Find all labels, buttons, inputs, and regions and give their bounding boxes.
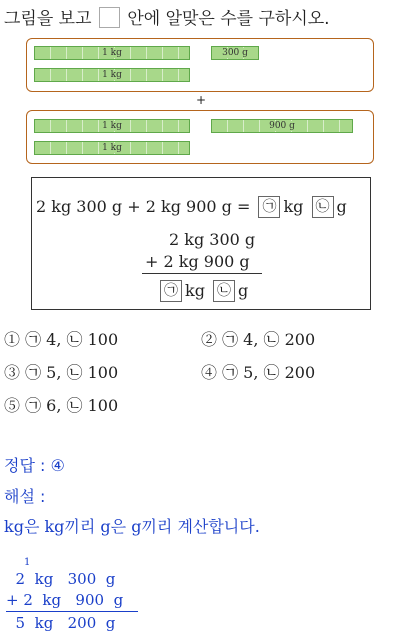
question-text xyxy=(4,4,330,29)
bar-900g: 900 g xyxy=(211,119,353,133)
sum-rule xyxy=(142,273,262,274)
blank-b-box: ㉡ xyxy=(312,196,334,218)
solution-label: 해설 : xyxy=(4,487,46,506)
question-suffix: 안에 알맞은 수를 구하시오. xyxy=(127,9,330,29)
option-4[interactable]: ④ ㉠ 5, ㉡ 200 xyxy=(201,363,316,382)
explanation-text: kg은 kg끼리 g은 g끼리 계산합니다. xyxy=(4,517,260,536)
option-1[interactable]: ① ㉠ 4, ㉡ 100 xyxy=(4,330,119,349)
blank-box-icon xyxy=(99,7,120,28)
blank-a-box: ㉠ xyxy=(160,280,182,302)
equation-line-1: 2 kg 300 g + 2 kg 900 g = ㉠ kg ㉡ g xyxy=(36,197,347,216)
calc-rule xyxy=(6,611,138,612)
calc-row-1: 2 kg 300 g xyxy=(6,570,116,588)
equation-line-2: 2 kg 300 g xyxy=(169,230,256,249)
equation-line-3: + 2 kg 900 g xyxy=(145,252,250,271)
option-3[interactable]: ③ ㉠ 5, ㉡ 100 xyxy=(4,363,119,382)
answer-label: 정답 : ④ xyxy=(4,456,65,475)
option-5[interactable]: ⑤ ㉠ 6, ㉡ 100 xyxy=(4,396,119,415)
equation-line-4: ㉠ kg ㉡ g xyxy=(157,280,248,302)
carry-digit: 1 xyxy=(24,557,31,568)
bar-1kg: 1 kg xyxy=(34,119,190,133)
calc-row-2: + 2 kg 900 g xyxy=(6,591,124,609)
option-2[interactable]: ② ㉠ 4, ㉡ 200 xyxy=(201,330,316,349)
bar-1kg: 1 kg xyxy=(34,141,190,155)
blank-a-box: ㉠ xyxy=(258,196,280,218)
plus-sign: + xyxy=(196,93,207,107)
bar-1kg: 1 kg xyxy=(34,68,190,82)
calc-row-3: 5 kg 200 g xyxy=(6,614,116,632)
question-prefix: 그림을 보고 xyxy=(4,9,92,29)
bar-1kg: 1 kg xyxy=(34,46,190,60)
blank-b-box: ㉡ xyxy=(213,280,235,302)
bar-300g: 300 g xyxy=(211,46,259,60)
